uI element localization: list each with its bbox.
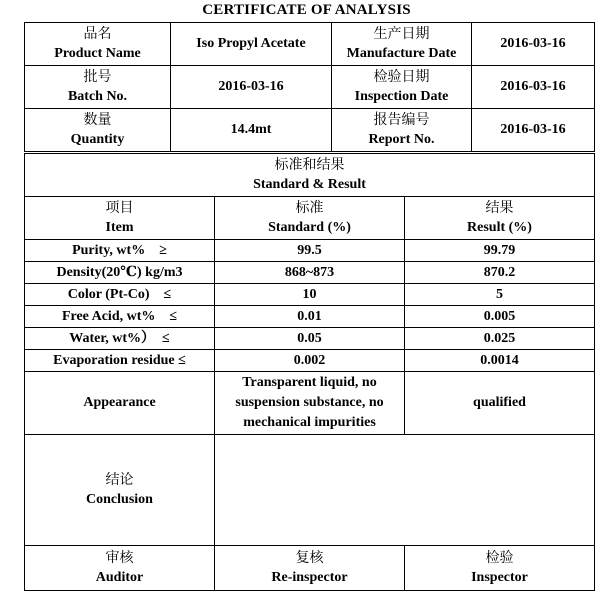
row-result: 5 (405, 284, 595, 306)
row-item: Evaporation residue ≤ (25, 350, 215, 372)
row-standard: 868~873 (215, 262, 405, 284)
report-no-label (332, 109, 472, 152)
re-inspector-label-en: Re-inspector (271, 570, 348, 585)
row-item: Purity, wt% ≥ (25, 240, 215, 262)
appearance-standard-line: Transparent liquid, no (242, 375, 377, 390)
quantity-label-zh: 数量 (83, 112, 112, 128)
product-name-label-zh: 品名 (83, 26, 112, 42)
column-header-item-en: Item (105, 220, 134, 235)
table-row (25, 328, 595, 350)
results-table (24, 153, 595, 591)
section-header-en: Standard & Result (253, 177, 366, 192)
product-name-label-en: Product Name (54, 46, 141, 61)
auditor-label-en: Auditor (95, 570, 144, 585)
info-row-batch (25, 66, 595, 109)
column-header-item-zh: 项目 (105, 200, 134, 216)
appearance-result: qualified (405, 372, 595, 435)
report-no-value: 2016-03-16 (472, 109, 595, 152)
auditor-label-zh: 审核 (105, 550, 134, 566)
info-row-quantity (25, 109, 595, 152)
column-header-result-en: Result (%) (467, 220, 532, 235)
manufacture-date-label-zh: 生产日期 (373, 26, 430, 42)
column-header-result-zh: 结果 (485, 200, 514, 216)
inspector-cell (405, 546, 595, 591)
inspector-label-en: Inspector (471, 570, 528, 585)
manufacture-date-value: 2016-03-16 (472, 23, 595, 66)
product-name-value: Iso Propyl Acetate (171, 23, 332, 66)
table-row (25, 306, 595, 328)
row-standard: 0.002 (215, 350, 405, 372)
row-result: 0.0014 (405, 350, 595, 372)
report-no-label-zh: 报告编号 (373, 112, 430, 128)
column-header-result (405, 197, 595, 240)
auditor-cell (25, 546, 215, 591)
batch-no-label (25, 66, 171, 109)
batch-no-label-zh: 批号 (83, 69, 112, 85)
column-header-item (25, 197, 215, 240)
inspector-label-zh: 检验 (485, 550, 514, 566)
re-inspector-cell (215, 546, 405, 591)
report-no-label-en: Report No. (368, 132, 435, 147)
manufacture-date-label (332, 23, 472, 66)
conclusion-value (215, 435, 595, 546)
section-header-row (25, 154, 595, 197)
column-header-standard-en: Standard (%) (268, 220, 351, 235)
table-row (25, 350, 595, 372)
manufacture-date-label-en: Manufacture Date (346, 46, 457, 61)
section-header (25, 154, 595, 197)
appearance-standard-line: suspension substance, no (235, 395, 384, 410)
row-result: 0.005 (405, 306, 595, 328)
inspection-date-label-en: Inspection Date (354, 89, 449, 104)
conclusion-label (25, 435, 215, 546)
appearance-label: Appearance (25, 372, 215, 435)
quantity-label (25, 109, 171, 152)
row-item: Color (Pt-Co) ≤ (25, 284, 215, 306)
batch-no-label-en: Batch No. (67, 89, 128, 104)
inspection-date-label (332, 66, 472, 109)
table-row (25, 262, 595, 284)
appearance-standard-line: mechanical impurities (243, 415, 376, 430)
inspection-date-value: 2016-03-16 (472, 66, 595, 109)
table-row (25, 240, 595, 262)
row-standard: 10 (215, 284, 405, 306)
batch-no-value: 2016-03-16 (171, 66, 332, 109)
document-title: CERTIFICATE OF ANALYSIS (202, 2, 411, 18)
row-standard: 0.01 (215, 306, 405, 328)
inspection-date-label-zh: 检验日期 (373, 69, 430, 85)
row-result: 0.025 (405, 328, 595, 350)
re-inspector-label-zh: 复核 (295, 550, 324, 566)
quantity-value: 14.4mt (171, 109, 332, 152)
appearance-row (25, 372, 595, 435)
row-item: Water, wt%） ≤ (25, 328, 215, 350)
column-header-standard (215, 197, 405, 240)
column-header-row (25, 197, 595, 240)
row-standard: 99.5 (215, 240, 405, 262)
conclusion-row (25, 435, 595, 546)
row-standard: 0.05 (215, 328, 405, 350)
product-name-label (25, 23, 171, 66)
quantity-label-en: Quantity (70, 132, 125, 147)
product-info-table (24, 22, 595, 152)
table-row (25, 284, 595, 306)
info-row-product (25, 23, 595, 66)
column-header-standard-zh: 标准 (295, 200, 324, 216)
appearance-standard (215, 372, 405, 435)
row-item: Free Acid, wt% ≤ (25, 306, 215, 328)
section-header-zh: 标准和结果 (274, 157, 345, 173)
signature-row (25, 546, 595, 591)
row-item: Density(20℃) kg/m3 (25, 262, 215, 284)
row-result: 99.79 (405, 240, 595, 262)
row-result: 870.2 (405, 262, 595, 284)
conclusion-label-en: Conclusion (86, 492, 153, 507)
conclusion-label-zh: 结论 (105, 472, 134, 488)
